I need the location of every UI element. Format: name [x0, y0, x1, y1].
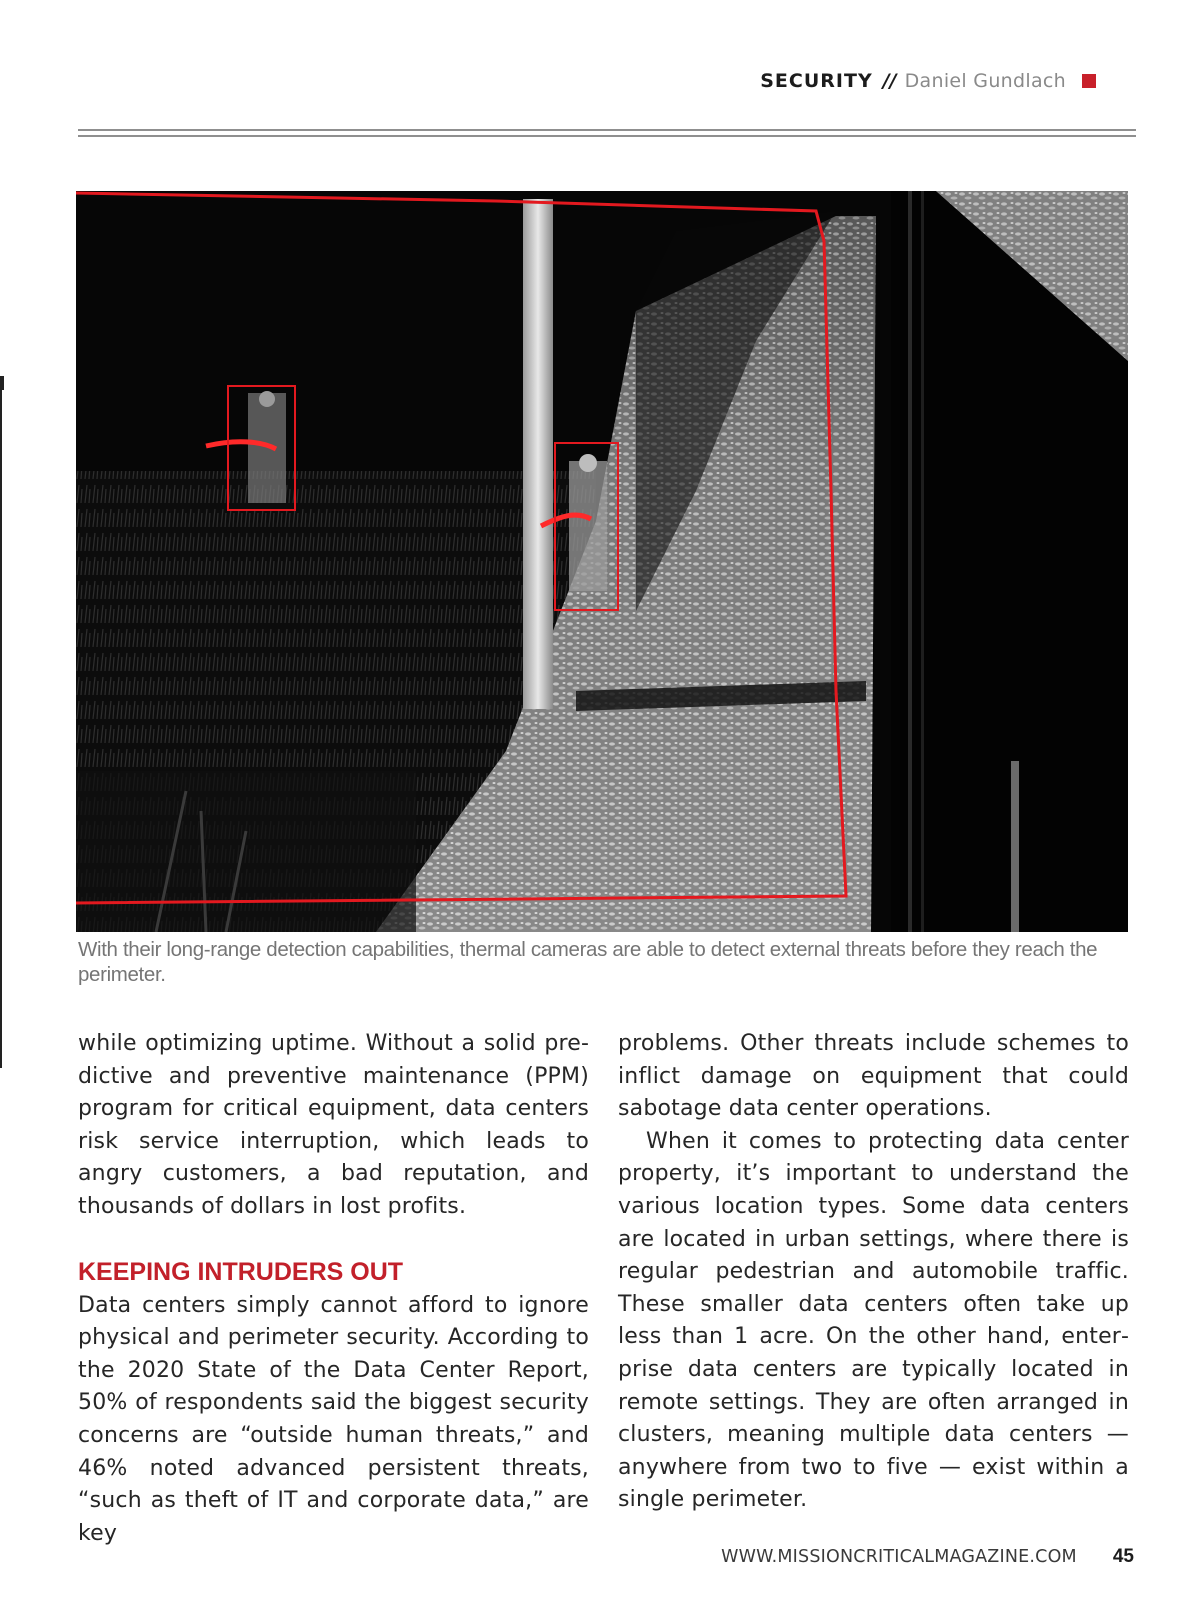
figure-caption: With their long-range detection capabilities, thermal cameras are able to detect external threats before they reach the perimeter. [78, 938, 1098, 986]
page-number: 45 [1112, 1546, 1134, 1567]
article-left-column [78, 1028, 589, 1550]
crop-tick [0, 376, 4, 390]
left-paragraph-2: Data centers simply cannot afford to ignore physical and perimeter security. According to the 2020 State of the Data Center Report, 50% of respondents said the biggest security concerns are “outside human threats,” and 46% noted advanced persistent threats, “such as theft of IT and corporate data,” are key [78, 1292, 589, 1546]
article-right-column [618, 1028, 1129, 1517]
page-header [760, 68, 1096, 94]
red-square-icon [1082, 74, 1096, 88]
thermal-camera-image [76, 191, 1128, 932]
left-paragraph-1: while optimizing uptime. Without a solid predictive and preventive maintenance (PPM) program for critical equipment, data centers risk service interruption, which leads to angry customers, a bad reputation, and thousands of dollars in lost profits. [78, 1031, 589, 1219]
footer-url: WWW.MISSIONCRITICALMAGAZINE.COM [721, 1547, 1077, 1567]
page-footer [721, 1546, 1134, 1568]
thermal-scene-illustration [76, 191, 1128, 932]
right-paragraph-1: problems. Other threats include schemes to inflict damage on equipment that could sabotage data center operations. [618, 1031, 1129, 1122]
header-separator: // [882, 70, 897, 92]
section-subheading: KEEPING INTRUDERS OUT [78, 1257, 404, 1286]
author-name: Daniel Gundlach [904, 70, 1066, 92]
crop-mark [0, 376, 2, 1068]
header-rule-top [78, 129, 1136, 131]
right-paragraph-2: When it comes to protecting data center property, it’s important to understand the various location types. Some data centers are located in urban settings, where there is regular pedestrian and automobile traffic. These smaller data centers often take up less than 1 acre. On the other hand, enterprise data centers are typically located in remote settings. They are often arranged in clusters, meaning multiple data centers — anywhere from two to five — exist within a single perimeter. [618, 1128, 1129, 1513]
header-rule-bottom [78, 135, 1136, 137]
section-label: SECURITY [760, 70, 873, 92]
